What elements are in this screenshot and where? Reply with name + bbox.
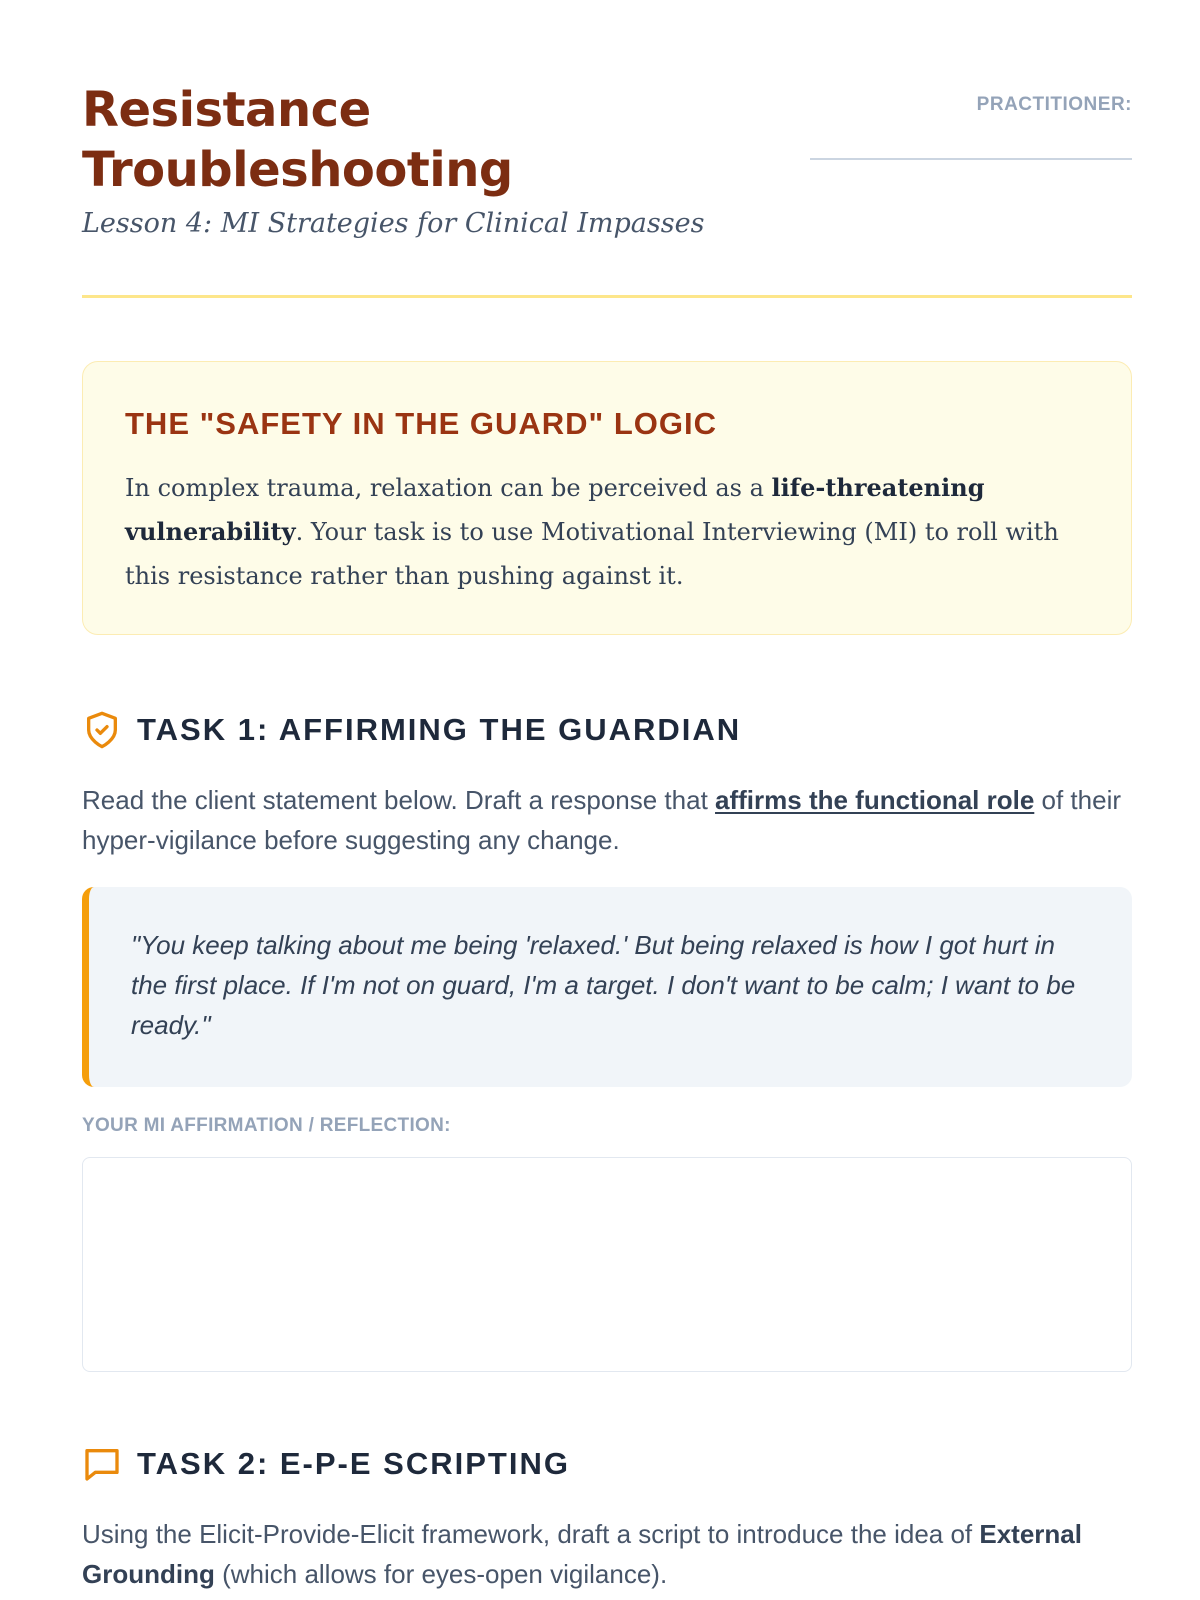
client-quote-text: "You keep talking about me being 'relaxed.' But being relaxed is how I got hurt in the first place. If I'm not on guard, I'm a target. I don't want to be calm; I want to be ready." bbox=[131, 930, 1076, 1040]
callout-body-text: In complex trauma, relaxation can be perceived as a bbox=[125, 474, 772, 502]
page-title-line-2: Troubleshooting bbox=[82, 142, 513, 198]
task2-heading bbox=[82, 1442, 1132, 1486]
task1-heading bbox=[82, 708, 1132, 752]
task1-desc-text-end: of their hyper-vigilance before suggesting any change. bbox=[82, 785, 1122, 855]
speech-bubble-icon bbox=[82, 1444, 122, 1484]
page-title-line-1: Resistance bbox=[82, 82, 371, 138]
page-subtitle: Lesson 4: MI Strategies for Clinical Impasses bbox=[82, 208, 705, 239]
callout-body bbox=[125, 466, 1095, 598]
callout-body-text-end: . Your task is to use Motivational Interviewing (MI) to roll with this resistance rather than pushing against it. bbox=[125, 518, 1059, 590]
page-title bbox=[82, 80, 722, 200]
practitioner-label: PRACTITIONER: bbox=[976, 94, 1132, 115]
task1-description bbox=[82, 780, 1132, 860]
info-callout bbox=[82, 361, 1132, 635]
affirmation-input[interactable] bbox=[82, 1157, 1132, 1372]
task2-desc-text: Using the Elicit-Provide-Elicit framework, draft a script to introduce the idea of bbox=[82, 1519, 980, 1549]
client-quote bbox=[82, 887, 1132, 1087]
task1-desc-text: Read the client statement below. Draft a response that bbox=[82, 785, 716, 815]
worksheet-header bbox=[82, 80, 1132, 298]
callout-title: THE "SAFETY IN THE GUARD" LOGIC bbox=[125, 406, 718, 441]
task1-desc-emphasis: affirms the functional role bbox=[715, 785, 1035, 815]
task1-title: TASK 1: AFFIRMING THE GUARDIAN bbox=[137, 712, 742, 747]
task2-desc-text-end: (which allows for eyes-open vigilance). bbox=[214, 1559, 668, 1589]
task2-title: TASK 2: E-P-E SCRIPTING bbox=[137, 1446, 570, 1481]
task2-desc-bold: External Grounding bbox=[82, 1519, 1082, 1589]
callout-body-bold: life-threatening vulnerability bbox=[125, 473, 985, 546]
affirmation-field-label: YOUR MI AFFIRMATION / REFLECTION: bbox=[82, 1115, 451, 1136]
shield-check-icon bbox=[82, 710, 122, 750]
practitioner-signature-line[interactable] bbox=[810, 158, 1132, 160]
task2-description bbox=[82, 1514, 1132, 1594]
